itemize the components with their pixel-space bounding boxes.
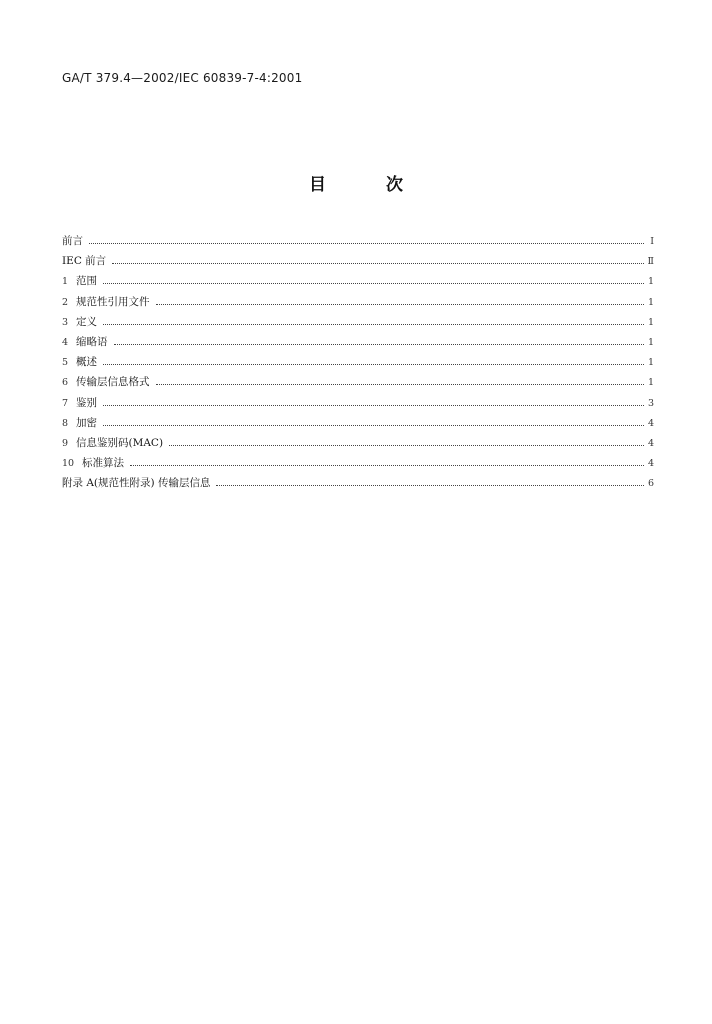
toc-page-number: Ⅱ [647, 256, 654, 268]
toc-entry-standard-algorithms[interactable] [62, 456, 654, 476]
toc-entry-preface[interactable] [62, 234, 654, 254]
toc-page-number: I [650, 236, 654, 247]
toc-dot-leader [89, 243, 644, 244]
table-of-contents [62, 234, 654, 496]
toc-page-number: 1 [647, 357, 654, 369]
toc-section-number: 1 [62, 276, 69, 288]
toc-entry-abbreviations[interactable] [62, 335, 654, 355]
toc-dot-leader [216, 485, 644, 486]
toc-entry-label: 缩略语 [76, 335, 108, 348]
toc-entry-label: 传输层信息格式 [76, 376, 150, 389]
toc-page-number: 4 [647, 437, 654, 449]
toc-page-number: 1 [647, 296, 654, 308]
toc-entry-scope[interactable] [62, 274, 654, 294]
toc-entry-label: 标准算法 [82, 457, 124, 470]
toc-entry-label: 前言 [62, 235, 83, 247]
toc-entry-label: 信息鉴别码(MAC) [76, 436, 164, 449]
toc-section-number: 6 [62, 377, 69, 389]
toc-section-number: 10 [62, 458, 75, 470]
toc-entry-definitions[interactable] [62, 315, 654, 335]
toc-dot-leader [130, 465, 644, 466]
toc-dot-leader [156, 304, 644, 305]
toc-page-number: 1 [647, 276, 654, 288]
toc-entry-encryption[interactable] [62, 416, 654, 436]
toc-section-number: 3 [62, 316, 69, 328]
page-title [0, 170, 712, 195]
toc-page-number: 4 [647, 458, 654, 470]
toc-entry-label: 鉴别 [76, 396, 97, 409]
toc-entry-iec-preface[interactable] [62, 254, 654, 274]
toc-dot-leader [103, 283, 644, 284]
toc-section-number: 4 [62, 336, 69, 348]
toc-entry-transport-layer-format[interactable] [62, 375, 654, 395]
toc-entry-label: IEC 前言 [62, 255, 107, 268]
toc-dot-leader [114, 344, 644, 345]
toc-dot-leader [103, 425, 644, 426]
toc-entry-annex-a[interactable] [62, 476, 654, 496]
toc-dot-leader [103, 405, 644, 406]
title-char-1: 目 [309, 175, 326, 195]
title-char-2: 次 [386, 175, 403, 195]
toc-dot-leader [112, 263, 643, 264]
toc-page-number: 1 [647, 377, 654, 389]
toc-page-number: 4 [647, 417, 654, 429]
toc-dot-leader [103, 364, 644, 365]
toc-entry-label: 概述 [76, 356, 97, 369]
toc-entry-mac[interactable] [62, 436, 654, 456]
toc-page-number: 1 [647, 316, 654, 328]
toc-section-number: 2 [62, 296, 69, 308]
toc-entry-label: 范围 [76, 275, 97, 288]
standard-number-header: GA/T 379.4—2002/IEC 60839-7-4:2001 [62, 71, 303, 85]
toc-section-number: 9 [62, 437, 69, 449]
toc-section-number: 8 [62, 417, 69, 429]
toc-dot-leader [169, 445, 644, 446]
toc-entry-label: 加密 [76, 416, 97, 429]
toc-dot-leader [103, 324, 644, 325]
toc-entry-overview[interactable] [62, 355, 654, 375]
toc-dot-leader [156, 384, 644, 385]
toc-entry-label: 规范性引用文件 [76, 295, 150, 308]
toc-page-number: 1 [647, 336, 654, 348]
toc-page-number: 6 [647, 478, 654, 490]
toc-entry-label: 附录 A(规范性附录) 传输层信息 [62, 477, 211, 490]
toc-entry-authentication[interactable] [62, 396, 654, 416]
toc-section-number: 5 [62, 357, 69, 369]
toc-page-number: 3 [647, 397, 654, 409]
toc-entry-normative-references[interactable] [62, 295, 654, 315]
toc-section-number: 7 [62, 397, 69, 409]
toc-entry-label: 定义 [76, 315, 97, 328]
